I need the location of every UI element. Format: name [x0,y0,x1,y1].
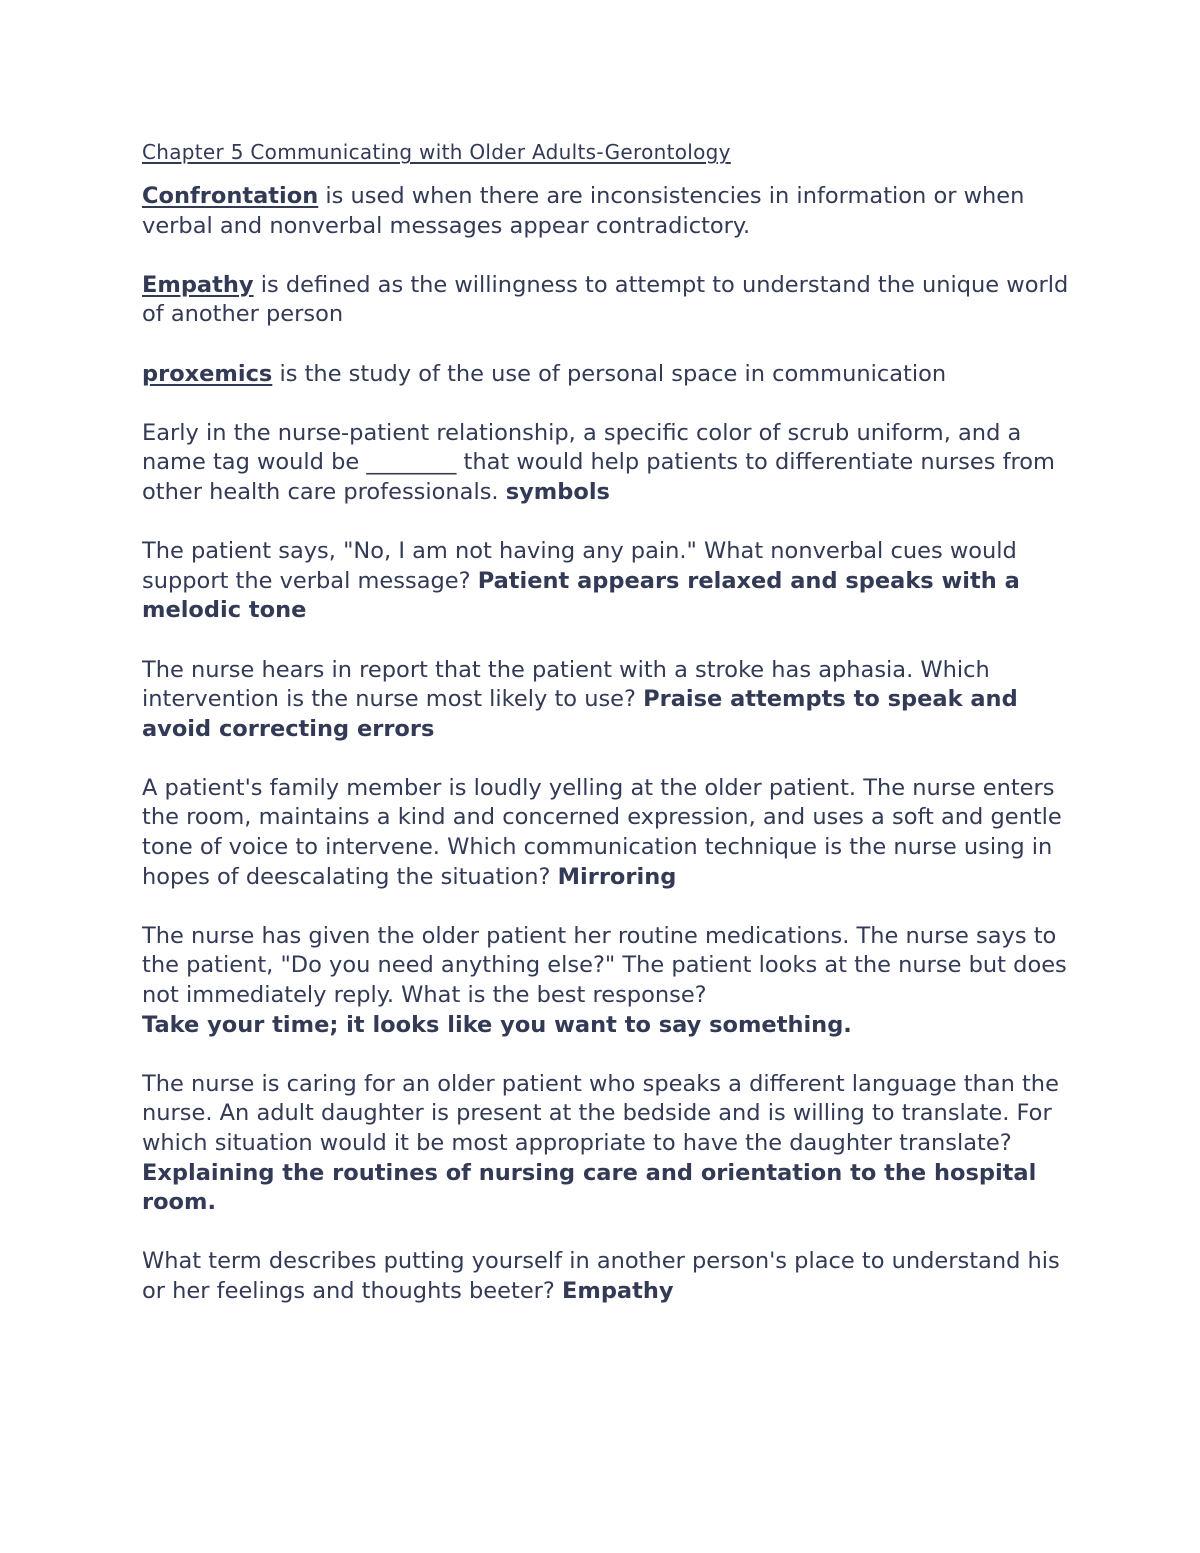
definition-paragraph [142,360,1072,390]
question-text: What term describes putting yourself in another person's place to understand his or her feelings and thoughts beeter? [142,1248,1060,1304]
question-text: A patient's family member is loudly yelling at the older patient. The nurse enters the room, maintains a kind and concerned expression, and uses a soft and gentle tone of voice to intervene. Which communication technique is the nurse using in hopes of deescalating the situation? [142,774,1062,890]
question-paragraph [142,922,1072,1040]
answer-text: Explaining the routines of nursing care and orientation to the hospital room. [142,1159,1037,1216]
answer-text: Empathy [562,1277,674,1304]
question-text: The patient says, "No, I am not having any pain." What nonverbal cues would support the verbal message? [142,538,1017,594]
question-paragraph [142,774,1072,892]
answer-text: Patient appears relaxed and speaks with a melodic tone [142,567,1020,624]
question-text: The nurse hears in report that the patient with a stroke has aphasia. Which intervention is the nurse most likely to use? [142,656,990,713]
answer-text: Mirroring [557,863,677,890]
question-paragraph [142,1070,1072,1218]
question-paragraph [142,419,1072,508]
question-paragraph [142,656,1072,745]
question-paragraph [142,537,1072,626]
definition-paragraph [142,182,1072,241]
answer-text: Take your time; it looks like you want to say something. [142,1011,852,1038]
definition-text: is defined as the willingness to attempt to understand the unique world of another person [142,271,1069,328]
answer-text: Praise attempts to speak and avoid correcting errors [142,686,1018,742]
definition-text: is used when there are inconsistencies in information or when verbal and nonverbal messages appear contradictory. [142,183,1025,239]
answer-text: symbols [505,478,610,505]
definition-term: Empathy [142,271,254,298]
document-page [142,138,1072,1336]
document-title: Chapter 5 Communicating with Older Adults-Gerontology [142,140,731,164]
definition-term: Confrontation [142,183,319,209]
definition-text: is the study of the use of personal space in communication [272,360,947,387]
question-text: Early in the nurse-patient relationship, a specific color of scrub uniform, and a name tag would be ________ that would help patients to differentiate nurses from other health care professionals. [142,419,1055,505]
question-text: The nurse has given the older patient her routine medications. The nurse says to the patient, "Do you need anything else?" The patient looks at the nurse but does not immediately reply. What is the best response? [142,922,1067,1009]
definition-paragraph [142,271,1072,330]
definition-term: proxemics [142,360,273,387]
question-paragraph [142,1247,1072,1306]
question-text: The nurse is caring for an older patient who speaks a different language than the nurse. An adult daughter is present at the bedside and is willing to translate. For which situation would it be most appropriate to have the daughter translate? [142,1070,1059,1156]
